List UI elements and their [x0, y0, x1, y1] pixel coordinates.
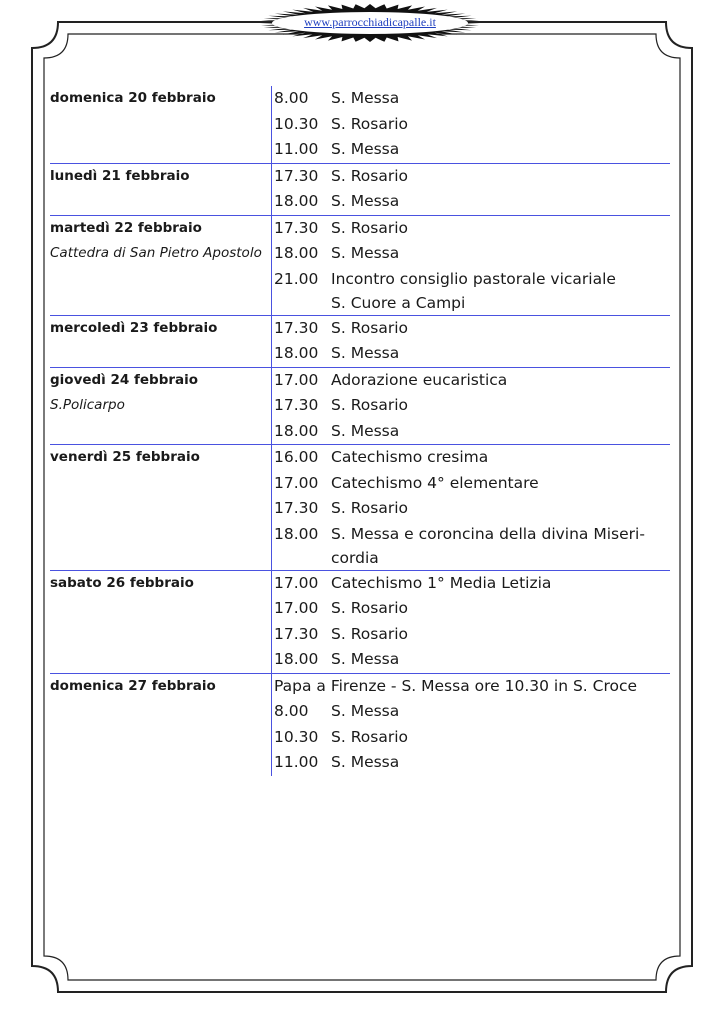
- event-description: [331, 86, 670, 112]
- event-item: [274, 368, 670, 394]
- event-item: [274, 164, 670, 190]
- event-item: [274, 647, 670, 673]
- event-description-line: S. Messa: [331, 650, 400, 668]
- event-description-line: S. Messa: [331, 702, 400, 720]
- events-cell: [271, 368, 670, 445]
- event-description: [331, 647, 670, 673]
- event-description: [331, 112, 670, 138]
- event-description: [331, 393, 670, 419]
- event-time: 10.30: [274, 727, 319, 746]
- day-row: [50, 216, 670, 316]
- site-url-link[interactable]: www.parrocchiadicapalle.it: [304, 15, 436, 29]
- event-time: 11.00: [274, 140, 319, 158]
- event-item: [274, 750, 670, 776]
- event-time: 18.00: [274, 524, 319, 543]
- event-item: [274, 571, 670, 597]
- day-label-cell: [50, 164, 271, 215]
- day-name: venerdì 25 febbraio: [50, 449, 200, 465]
- event-item: [274, 241, 670, 267]
- event-description: [331, 368, 670, 394]
- event-description: [331, 471, 670, 497]
- event-description-line: S. Rosario: [331, 114, 408, 133]
- event-description-line: S. Messa: [331, 421, 400, 440]
- event-description: [331, 341, 670, 367]
- event-description-line: S. Cuore a Campi: [331, 293, 466, 312]
- event-item: [274, 137, 670, 163]
- day-name: lunedì 21 febbraio: [50, 167, 190, 184]
- events-cell: [271, 674, 670, 776]
- event-item: [274, 216, 670, 242]
- event-description: [331, 725, 670, 751]
- event-time: 17.00: [274, 370, 319, 389]
- events-cell: [271, 216, 670, 315]
- event-item: [274, 522, 670, 570]
- events-cell: [271, 164, 670, 215]
- event-description: [331, 316, 670, 342]
- event-item: [274, 596, 670, 622]
- event-time: 17.00: [274, 599, 319, 617]
- event-time: 18.00: [274, 421, 319, 440]
- event-time: 10.30: [274, 114, 319, 133]
- event-item: [274, 112, 670, 138]
- events-cell: [271, 445, 670, 570]
- event-time: 21.00: [274, 269, 319, 288]
- day-row: [50, 86, 670, 164]
- event-time: 8.00: [274, 89, 309, 107]
- event-description-line: Incontro consiglio pastorale vicariale: [331, 269, 616, 288]
- event-time: 17.00: [274, 573, 319, 592]
- event-description: [331, 596, 670, 622]
- event-description: [331, 137, 670, 163]
- event-time: 17.30: [274, 166, 319, 185]
- event-item: [274, 393, 670, 419]
- event-description-line: Adorazione eucaristica: [331, 370, 508, 389]
- event-description-line: S. Rosario: [331, 218, 408, 237]
- day-label-cell: [50, 86, 271, 163]
- event-description-line: S. Messa: [331, 89, 400, 107]
- event-description-line: S. Rosario: [331, 318, 408, 337]
- event-time: 8.00: [274, 702, 309, 720]
- event-description: [331, 241, 670, 267]
- event-time: 18.00: [274, 192, 319, 210]
- schedule-table: [50, 86, 670, 776]
- day-name: martedì 22 febbraio: [50, 219, 202, 236]
- day-note: S.Policarpo: [50, 397, 125, 413]
- event-time: 17.30: [274, 318, 319, 337]
- day-label-cell: [50, 571, 271, 673]
- day-name: giovedì 24 febbraio: [50, 371, 199, 388]
- day-name: sabato 26 febbraio: [50, 574, 194, 591]
- event-item: [274, 471, 670, 497]
- event-description-line: S. Messa e coroncina della divina Miseri-: [331, 524, 645, 543]
- event-item: [274, 699, 670, 725]
- day-name: domenica 20 febbraio: [50, 90, 216, 106]
- day-row: [50, 368, 670, 446]
- event-time: 18.00: [274, 650, 319, 668]
- event-item: [274, 86, 670, 112]
- event-item: [274, 189, 670, 215]
- event-description-line: S. Rosario: [331, 624, 408, 643]
- day-name: domenica 27 febbraio: [50, 677, 216, 694]
- event-description: [331, 189, 670, 215]
- event-item: [274, 419, 670, 445]
- event-description-line: S. Rosario: [331, 727, 408, 746]
- day-row: [50, 674, 670, 776]
- event-description-line: Catechismo 1° Media Letizia: [331, 573, 552, 592]
- event-time: 17.30: [274, 499, 319, 517]
- events-cell: [271, 316, 670, 367]
- event-item: [274, 725, 670, 751]
- day-label-cell: [50, 216, 271, 315]
- event-description: [331, 419, 670, 445]
- events-cell: [271, 86, 670, 163]
- event-description: [331, 445, 670, 471]
- event-item: [274, 622, 670, 648]
- event-description: [331, 571, 670, 597]
- event-description: [331, 622, 670, 648]
- event-item: [274, 445, 670, 471]
- event-description-line: S. Rosario: [331, 599, 408, 617]
- event-description: [331, 216, 670, 242]
- event-description: [331, 750, 670, 776]
- day-row: [50, 164, 670, 216]
- events-cell: [271, 571, 670, 673]
- event-description-line: S. Messa: [331, 244, 400, 262]
- day-label-cell: [50, 316, 271, 367]
- event-item: [274, 496, 670, 522]
- event-description-line: S. Messa: [331, 344, 400, 362]
- day-label-cell: [50, 445, 271, 570]
- event-time: 17.30: [274, 396, 319, 414]
- event-item: [274, 316, 670, 342]
- day-name: mercoledì 23 febbraio: [50, 319, 218, 336]
- event-time: 18.00: [274, 344, 319, 362]
- announcement: Papa a Firenze - S. Messa ore 10.30 in S. Croce: [274, 676, 638, 695]
- event-description-line: S. Messa: [331, 753, 400, 771]
- event-description-line: S. Rosario: [331, 166, 408, 185]
- event-description: [331, 699, 670, 725]
- event-description: [331, 496, 670, 522]
- event-time: 17.30: [274, 218, 319, 237]
- day-label-cell: [50, 674, 271, 776]
- event-description-line: S. Messa: [331, 192, 400, 210]
- event-description: [331, 267, 670, 315]
- event-time: 16.00: [274, 448, 319, 466]
- day-label-cell: [50, 368, 271, 445]
- event-description-line: Catechismo cresima: [331, 448, 489, 466]
- event-item: [274, 341, 670, 367]
- event-description-line: S. Rosario: [331, 499, 408, 517]
- event-time: 17.00: [274, 473, 319, 492]
- event-description: [331, 164, 670, 190]
- day-row: [50, 316, 670, 368]
- event-time: 18.00: [274, 244, 319, 262]
- event-description-line: cordia: [331, 548, 379, 567]
- event-item: [274, 267, 670, 315]
- event-description-line: Catechismo 4° elementare: [331, 473, 539, 492]
- day-row: [50, 445, 670, 571]
- day-note: Cattedra di San Pietro Apostolo: [50, 245, 262, 261]
- event-description-line: S. Messa: [331, 140, 400, 158]
- day-row: [50, 571, 670, 674]
- event-time: 17.30: [274, 624, 319, 643]
- event-time: 11.00: [274, 753, 319, 771]
- event-description: [331, 522, 670, 570]
- event-description-line: S. Rosario: [331, 396, 408, 414]
